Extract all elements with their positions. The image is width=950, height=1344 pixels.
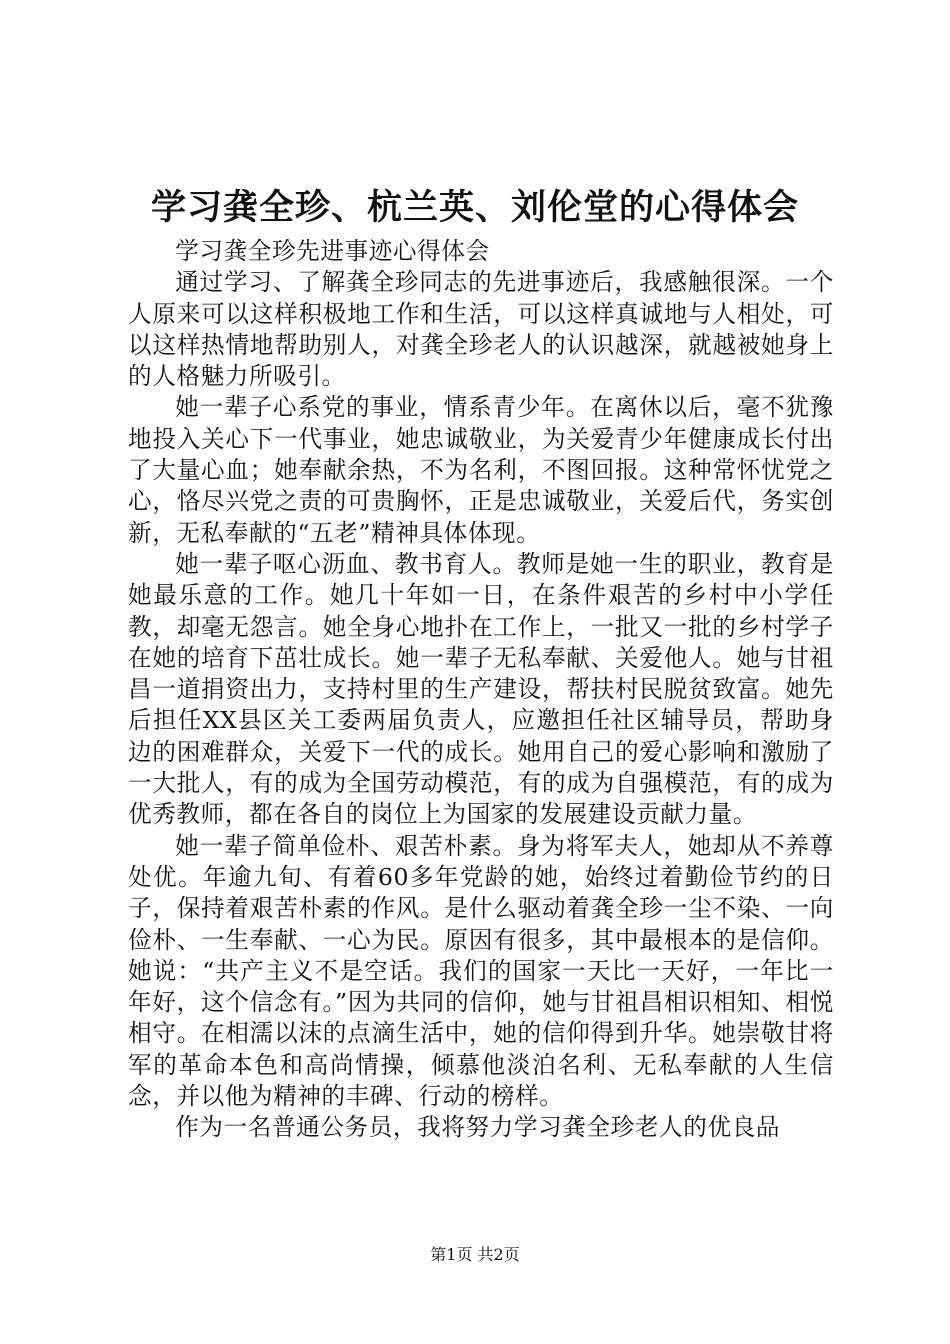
document-body [128,236,834,1144]
document-subtitle: 学习龚全珍先进事迹心得体会 [175,237,490,265]
paragraph: 她一辈子心系党的事业，情系青少年。在离休以后，毫不犹豫地投入关心下一代事业，她忠诚敬业，为关爱青少年健康成长付出了大量心血；她奉献余热，不为名利，不图回报。这种常怀忧党之心，恪尽兴党之责的可贵胸怀，正是忠诚敬业，关爱后代，务实创新，无私奉献的“五老”精神具体体现。 [128,393,834,547]
page-number-footer: 第1页 共2页 [430,1245,520,1264]
paragraph: 作为一名普通公务员，我将努力学习龚全珍老人的优良品 [175,1113,781,1142]
document-title: 学习龚全珍、杭兰英、刘伦堂的心得体会 [150,187,799,228]
paragraph: 她一辈子简单俭朴、艰苦朴素。身为将军夫人，她却从不养尊处优。年逾九旬、有着60多年党龄的她，始终过着勤俭节约的日子，保持着艰苦朴素的作风。是什么驱动着龚全珍一尘不染、一向俭朴、一生奉献、一心为民。原因有很多，其中最根本的是信仰。她说：“共产主义不是空话。我们的国家一天比一天好，一年比一年好，这个信念有。”因为共同的信仰，她与甘祖昌相识相知、相悦相守。在相濡以沫的点滴生活中，她的信仰得到升华。她崇敬甘将军的革命本色和高尚情操，倾慕他淡泊名利、无私奉献的人生信念，并以他为精神的丰碑、行动的榜样。 [128,831,834,1111]
paragraph: 通过学习、了解龚全珍同志的先进事迹后，我感触很深。一个人原来可以这样积极地工作和生活，可以这样真诚地与人相处，可以这样热情地帮助别人，对龚全珍老人的认识越深，就越被她身上的人格魅力所吸引。 [128,268,834,391]
paragraph: 她一辈子呕心沥血、教书育人。教师是她一生的职业，教育是她最乐意的工作。她几十年如一日，在条件艰苦的乡村中小学任教，却毫无怨言。她全身心地扑在工作上，一批又一批的乡村学子在她的培育下茁壮成长。她一辈子无私奉献、关爱他人。她与甘祖昌一道捐资出力，支持村里的生产建设，帮扶村民脱贫致富。她先后担任XX县区关工委两届负责人，应邀担任社区辅导员，帮助身边的困难群众，关爱下一代的成长。她用自己的爱心影响和激励了一大批人，有的成为全国劳动模范，有的成为自强模范，有的成为优秀教师，都在各自的岗位上为国家的发展建设贡献力量。 [128,549,834,829]
